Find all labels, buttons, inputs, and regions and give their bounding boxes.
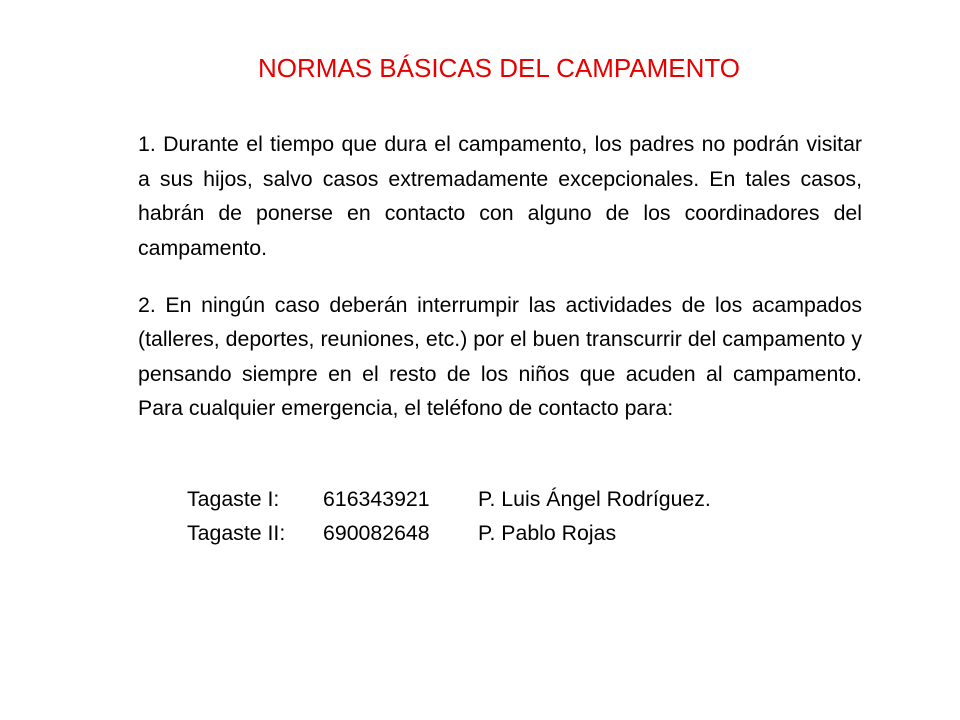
rules-body: [138, 127, 862, 448]
slide-title: NORMAS BÁSICAS DEL CAMPAMENTO: [257, 53, 741, 83]
contact-phone: 616343921: [323, 487, 430, 511]
contact-row: [187, 516, 711, 550]
rule-2-paragraph: 2. En ningún caso deberán interrumpir las actividades de los acampados (talleres, deportes, reuniones, etc.) por el buen transcurrir del campamento y pensando siempre en el resto de los niños que acuden al campamento. Para cualquier emergencia, el teléfono de contacto para:: [138, 292, 862, 420]
contact-phone: 690082648: [323, 521, 430, 545]
contact-name: P. Luis Ángel Rodríguez.: [478, 487, 711, 511]
contact-name: P. Pablo Rojas: [478, 521, 617, 545]
contact-row: [187, 482, 711, 516]
contact-label: Tagaste II:: [187, 521, 286, 545]
rule-1-paragraph: 1. Durante el tiempo que dura el campamento, los padres no podrán visitar a sus hijos, salvo casos extremadamente excepcionales. En tales casos, habrán de ponerse en contacto con alguno de los coordinadores del campamento.: [138, 132, 862, 260]
contact-list: [187, 482, 711, 550]
contact-label: Tagaste I:: [187, 487, 280, 511]
